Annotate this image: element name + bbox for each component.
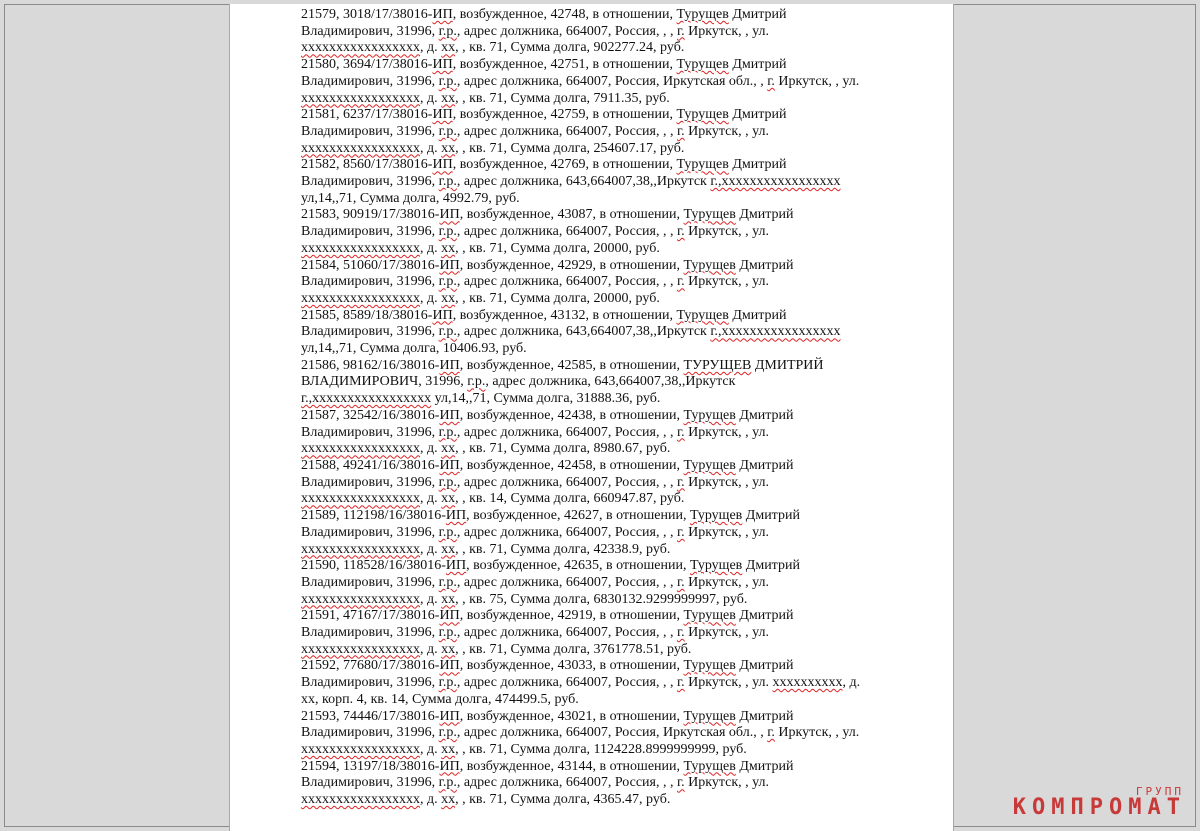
record-text: , , кв. 71, Сумма долга, 3761778.51, руб.	[455, 641, 692, 657]
record-text: , возбужденное, 42458, в отношении,	[459, 457, 684, 473]
spellcheck-flagged-text: ИП	[432, 157, 453, 173]
record-entry	[301, 608, 901, 658]
spellcheck-flagged-text: ИП	[439, 758, 460, 774]
record-text: Иркутск, , ул.	[684, 775, 770, 791]
record-text: , , кв. 71, Сумма долга, 1124228.8999999999, руб.	[455, 741, 747, 757]
record-line	[301, 291, 901, 308]
record-line	[301, 608, 901, 625]
record-text: Дмитрий	[728, 157, 787, 173]
record-entry	[301, 709, 901, 759]
record-text: , адрес должника, 664007, Россия, , ,	[456, 474, 677, 490]
record-text: Дмитрий	[735, 708, 794, 724]
record-text: 21587, 32542/16/38016-	[301, 407, 440, 423]
record-text: , д.	[420, 792, 442, 808]
record-line	[301, 658, 901, 675]
record-line	[301, 542, 901, 559]
record-entry	[301, 157, 901, 207]
record-line	[301, 625, 901, 642]
record-text: , д.	[420, 240, 442, 256]
spellcheck-flagged-text: г.	[767, 725, 775, 741]
record-entry	[301, 759, 901, 809]
record-text: Дмитрий	[728, 7, 787, 22]
spellcheck-flagged-text: ТУРУЩЕВ	[683, 357, 752, 373]
record-text: , адрес должника, 643,664007,38,,Иркутск	[456, 174, 711, 190]
record-text: , возбужденное, 42635, в отношении,	[466, 558, 690, 574]
spellcheck-flagged-text: г.	[676, 524, 685, 540]
record-text: , , кв. 71, Сумма долга, 7911.35, руб.	[455, 90, 670, 106]
spellcheck-flagged-text: xxxxxxxxxxxxxxxxx	[301, 792, 420, 808]
spellcheck-flagged-text: Турущев	[683, 758, 736, 774]
spellcheck-flagged-text: xx	[441, 90, 456, 106]
record-entry	[301, 558, 901, 608]
record-text: Владимирович, 31996,	[301, 775, 439, 791]
record-text: , , кв. 71, Сумма долга, 254607.17, руб.	[455, 140, 685, 156]
record-text: Иркутск, , ул.	[684, 23, 770, 39]
record-text: Владимирович, 31996,	[301, 474, 439, 490]
record-text: Дмитрий	[735, 758, 794, 774]
spellcheck-flagged-text: ИП	[439, 357, 460, 373]
spellcheck-flagged-text: xx	[441, 491, 456, 507]
record-text: Иркутск, , ул.	[684, 625, 770, 641]
record-text: , возбужденное, 42438, в отношении,	[459, 407, 684, 423]
record-line	[301, 258, 901, 275]
spellcheck-flagged-text: xxxxxxxxxxxxxxxxx	[301, 90, 420, 106]
record-text: , возбужденное, 42759, в отношении,	[452, 107, 677, 123]
record-text: Иркутск, , ул.	[684, 574, 770, 590]
record-text: , д.	[420, 741, 442, 757]
spellcheck-flagged-text: ИП	[439, 608, 460, 624]
record-text: 21589, 112198/16/38016-	[301, 508, 446, 524]
watermark-main-text: КОМПРОМАТ	[1012, 795, 1186, 820]
spellcheck-flagged-text: г.р.	[438, 23, 457, 39]
record-text: Владимирович, 31996,	[301, 73, 439, 89]
record-line	[301, 124, 901, 141]
record-text: , возбужденное, 42751, в отношении,	[452, 57, 677, 73]
record-entry	[301, 358, 901, 408]
record-text: , адрес должника, 664007, Россия, , ,	[456, 23, 677, 39]
record-text: , возбужденное, 43144, в отношении,	[459, 758, 684, 774]
record-text: 21585, 8589/18/38016-	[301, 307, 433, 323]
record-text: 21583, 90919/17/38016-	[301, 207, 440, 223]
record-text: 21584, 51060/17/38016-	[301, 257, 440, 273]
record-line	[301, 592, 901, 609]
spellcheck-flagged-text: ИП	[439, 708, 460, 724]
record-entry	[301, 458, 901, 508]
spellcheck-flagged-text: г.	[676, 23, 685, 39]
record-line	[301, 525, 901, 542]
spellcheck-flagged-text: г.	[676, 574, 685, 590]
record-text: Иркутск, , ул.	[684, 274, 770, 290]
record-entry	[301, 107, 901, 157]
record-entry	[301, 408, 901, 458]
record-line	[301, 241, 901, 258]
spellcheck-flagged-text: г.р.	[438, 73, 457, 89]
record-line	[301, 7, 901, 24]
record-text: , адрес должника, 643,664007,38,,Иркутск	[485, 374, 736, 390]
spellcheck-flagged-text: xxxxxxxxxxxxxxxxx	[301, 441, 420, 457]
record-text: Дмитрий	[728, 57, 787, 73]
record-text: Дмитрий	[742, 558, 800, 574]
spellcheck-flagged-text: г.р.	[438, 775, 457, 791]
record-line	[301, 341, 901, 358]
record-line	[301, 458, 901, 475]
spellcheck-flagged-text: xx	[441, 441, 456, 457]
record-line	[301, 358, 901, 375]
record-text: , адрес должника, 664007, Россия, , ,	[456, 625, 677, 641]
record-text: , , кв. 75, Сумма долга, 6830132.9299999997, руб.	[455, 591, 748, 607]
record-line	[301, 792, 901, 809]
record-entry	[301, 508, 901, 558]
spellcheck-flagged-text: г.р.	[467, 374, 486, 390]
spellcheck-flagged-text: xxxxxxxxxxxxxxxxx	[301, 541, 420, 557]
spellcheck-flagged-text: xxxxxxxxxxxxxxxxx	[301, 591, 420, 607]
spellcheck-flagged-text: ИП	[439, 658, 460, 674]
record-text: , д.	[420, 541, 442, 557]
spellcheck-flagged-text: Турущев	[683, 658, 736, 674]
spellcheck-flagged-text: xx	[441, 741, 456, 757]
record-text: 21579, 3018/17/38016-	[301, 7, 433, 22]
spellcheck-flagged-text: Турущев	[676, 107, 729, 123]
record-line	[301, 107, 901, 124]
record-text: , адрес должника, 664007, Россия, , ,	[456, 224, 677, 240]
record-entry	[301, 7, 901, 57]
spellcheck-flagged-text: г.р.	[438, 524, 457, 540]
spellcheck-flagged-text: ИП	[432, 307, 453, 323]
record-line	[301, 74, 901, 91]
record-text: 21588, 49241/16/38016-	[301, 457, 440, 473]
record-text: , д.	[420, 90, 442, 106]
spellcheck-flagged-text: г.р.	[438, 474, 457, 490]
record-text: Владимирович, 31996,	[301, 174, 439, 190]
spellcheck-flagged-text: г.р.	[438, 174, 457, 190]
record-text: , , кв. 71, Сумма долга, 42338.9, руб.	[455, 541, 671, 557]
record-text: Владимирович, 31996,	[301, 274, 439, 290]
record-text: Иркутск, , ул.	[684, 123, 770, 139]
spellcheck-flagged-text: Турущев	[683, 457, 736, 473]
record-text: , возбужденное, 43087, в отношении,	[459, 207, 684, 223]
spellcheck-flagged-text: ИП	[432, 107, 453, 123]
record-text: , адрес должника, 664007, Россия, , ,	[456, 574, 677, 590]
record-text: xx, корп. 4, кв. 14, Сумма долга, 474499.5, руб.	[301, 691, 579, 707]
record-text: 21586, 98162/16/38016-	[301, 357, 440, 373]
record-line	[301, 775, 901, 792]
spellcheck-flagged-text: xxxxxxxxxxxxxxxxx	[301, 290, 420, 306]
record-text: Владимирович, 31996,	[301, 725, 439, 741]
record-text: , , кв. 71, Сумма долга, 20000, руб.	[455, 240, 660, 256]
record-text: Владимирович, 31996,	[301, 524, 439, 540]
record-text: Дмитрий	[735, 658, 794, 674]
spellcheck-flagged-text: ИП	[439, 457, 460, 473]
spellcheck-flagged-text: Турущев	[683, 407, 736, 423]
record-text: , возбужденное, 42627, в отношении,	[466, 508, 690, 524]
spellcheck-flagged-text: xx	[441, 40, 456, 56]
spellcheck-flagged-text: г.,xxxxxxxxxxxxxxxxx	[710, 174, 841, 190]
record-text: , д.	[420, 641, 442, 657]
record-text: Дмитрий	[728, 107, 787, 123]
record-line	[301, 475, 901, 492]
record-text: Иркутск, , ул.	[684, 675, 773, 691]
record-text: ул,14,,71, Сумма долга, 4992.79, руб.	[301, 190, 520, 206]
record-text: 21590, 118528/16/38016-	[301, 558, 446, 574]
spellcheck-flagged-text: xx	[441, 240, 456, 256]
spellcheck-flagged-text: Турущев	[690, 558, 743, 574]
spellcheck-flagged-text: xxxxxxxxxx	[772, 675, 843, 691]
record-text: , адрес должника, 643,664007,38,,Иркутск	[456, 324, 711, 340]
record-line	[301, 324, 901, 341]
record-line	[301, 57, 901, 74]
record-text: Владимирович, 31996,	[301, 574, 439, 590]
record-text: Владимирович, 31996,	[301, 675, 439, 691]
record-text: Дмитрий	[742, 508, 800, 524]
record-text: Иркутск, , ул.	[684, 224, 770, 240]
record-text: 21580, 3694/17/38016-	[301, 57, 433, 73]
record-text: 21581, 6237/17/38016-	[301, 107, 433, 123]
record-line	[301, 391, 901, 408]
spellcheck-flagged-text: г.р.	[438, 424, 457, 440]
spellcheck-flagged-text: Турущев	[683, 207, 736, 223]
record-line	[301, 742, 901, 759]
spellcheck-flagged-text: ИП	[445, 558, 467, 574]
record-text: , возбужденное, 43033, в отношении,	[459, 658, 684, 674]
record-entry	[301, 308, 901, 358]
record-line	[301, 508, 901, 525]
record-text: 21594, 13197/18/38016-	[301, 758, 440, 774]
record-text: , , кв. 71, Сумма долга, 8980.67, руб.	[455, 441, 671, 457]
spellcheck-flagged-text: Турущев	[676, 157, 729, 173]
record-line	[301, 40, 901, 57]
record-text: , адрес должника, 664007, Россия, , ,	[456, 775, 677, 791]
record-text: ул,14,,71, Сумма долга, 10406.93, руб.	[301, 341, 527, 357]
spellcheck-flagged-text: Турущев	[683, 257, 736, 273]
spellcheck-flagged-text: г.	[676, 224, 685, 240]
spellcheck-flagged-text: ИП	[432, 7, 453, 22]
record-text: , возбужденное, 42919, в отношении,	[459, 608, 684, 624]
record-text: Иркутск, , ул.	[684, 474, 770, 490]
record-text: ул,14,,71, Сумма долга, 31888.36, руб.	[431, 391, 661, 407]
watermark-top-text: ГРУПП	[1135, 785, 1184, 798]
spellcheck-flagged-text: ИП	[439, 407, 460, 423]
record-line	[301, 308, 901, 325]
spellcheck-flagged-text: ИП	[439, 257, 460, 273]
record-line	[301, 157, 901, 174]
spellcheck-flagged-text: xxxxxxxxxxxxxxxxx	[301, 741, 420, 757]
spellcheck-flagged-text: xx	[441, 290, 456, 306]
spellcheck-flagged-text: г.	[676, 123, 685, 139]
record-text: , д.	[420, 40, 442, 56]
record-text: , адрес должника, 664007, Россия, , ,	[456, 123, 677, 139]
record-text: , возбужденное, 42769, в отношении,	[452, 157, 677, 173]
record-text: , адрес должника, 664007, Россия, , ,	[456, 274, 677, 290]
spellcheck-flagged-text: Турущев	[683, 708, 736, 724]
record-text: Иркутск, , ул.	[684, 424, 770, 440]
record-text: , возбужденное, 43132, в отношении,	[452, 307, 677, 323]
spellcheck-flagged-text: Турущев	[676, 57, 729, 73]
record-text: , адрес должника, 664007, Россия, , ,	[456, 524, 677, 540]
record-text: ДМИТРИЙ	[751, 357, 824, 373]
record-text: , возбужденное, 43021, в отношении,	[459, 708, 684, 724]
record-text: 21593, 74446/17/38016-	[301, 708, 440, 724]
record-line	[301, 441, 901, 458]
record-line	[301, 692, 901, 709]
record-text: Иркутск, , ул.	[774, 725, 860, 741]
record-list	[301, 7, 901, 809]
record-text: Владимирович, 31996,	[301, 625, 439, 641]
spellcheck-flagged-text: г.р.	[438, 324, 457, 340]
record-text: , , кв. 71, Сумма долга, 902277.24, руб.	[455, 40, 685, 56]
record-text: Владимирович, 31996,	[301, 324, 439, 340]
spellcheck-flagged-text: г.	[676, 675, 685, 691]
record-text: , адрес должника, 664007, Россия, , ,	[456, 675, 677, 691]
record-line	[301, 709, 901, 726]
record-text: Дмитрий	[735, 407, 794, 423]
record-line	[301, 207, 901, 224]
spellcheck-flagged-text: г.	[676, 625, 685, 641]
spellcheck-flagged-text: Турущев	[683, 608, 736, 624]
spellcheck-flagged-text: г.р.	[438, 123, 457, 139]
spellcheck-flagged-text: г.	[767, 73, 775, 89]
record-text: , возбужденное, 42585, в отношении,	[459, 357, 684, 373]
record-line	[301, 191, 901, 208]
spellcheck-flagged-text: г.р.	[438, 274, 457, 290]
spellcheck-flagged-text: xxxxxxxxxxxxxxxxx	[301, 40, 420, 56]
record-text: , д.	[842, 675, 861, 691]
record-text: Владимирович, 31996,	[301, 424, 439, 440]
spellcheck-flagged-text: г.р.	[438, 725, 457, 741]
record-line	[301, 374, 901, 391]
spellcheck-flagged-text: ИП	[432, 57, 453, 73]
spellcheck-flagged-text: xx	[441, 792, 456, 808]
record-line	[301, 141, 901, 158]
spellcheck-flagged-text: г.р.	[438, 675, 457, 691]
record-line	[301, 558, 901, 575]
record-text: , адрес должника, 664007, Россия, Иркутская обл., ,	[456, 73, 768, 89]
spellcheck-flagged-text: xx	[441, 541, 456, 557]
spellcheck-flagged-text: г.,xxxxxxxxxxxxxxxxx	[301, 391, 432, 407]
record-text: Дмитрий	[728, 307, 787, 323]
record-text: , адрес должника, 664007, Россия, , ,	[456, 424, 677, 440]
record-line	[301, 408, 901, 425]
spellcheck-flagged-text: г.р.	[438, 625, 457, 641]
record-entry	[301, 658, 901, 708]
spellcheck-flagged-text: Турущев	[676, 7, 729, 22]
spellcheck-flagged-text: xxxxxxxxxxxxxxxxx	[301, 491, 420, 507]
record-text: , д.	[420, 591, 442, 607]
spellcheck-flagged-text: xxxxxxxxxxxxxxxxx	[301, 641, 420, 657]
record-line	[301, 725, 901, 742]
spellcheck-flagged-text: г.	[676, 424, 685, 440]
record-text: , возбужденное, 42929, в отношении,	[459, 257, 684, 273]
record-text: Дмитрий	[735, 457, 794, 473]
record-text: , д.	[420, 441, 442, 457]
document-page	[229, 4, 954, 831]
record-line	[301, 274, 901, 291]
spellcheck-flagged-text: xxxxxxxxxxxxxxxxx	[301, 240, 420, 256]
record-line	[301, 24, 901, 41]
record-line	[301, 91, 901, 108]
record-text: 21591, 47167/17/38016-	[301, 608, 440, 624]
spellcheck-flagged-text: г.	[676, 474, 685, 490]
spellcheck-flagged-text: Турущев	[676, 307, 729, 323]
record-text: , , кв. 14, Сумма долга, 660947.87, руб.	[455, 491, 685, 507]
record-text: , д.	[420, 491, 442, 507]
spellcheck-flagged-text: xxxxxxxxxxxxxxxxx	[301, 140, 420, 156]
record-line	[301, 642, 901, 659]
spellcheck-flagged-text: ИП	[445, 508, 467, 524]
record-text: Дмитрий	[735, 207, 794, 223]
record-text: Владимирович, 31996,	[301, 23, 439, 39]
record-text: Владимирович, 31996,	[301, 224, 439, 240]
spellcheck-flagged-text: г.р.	[438, 224, 457, 240]
record-line	[301, 224, 901, 241]
record-text: Дмитрий	[735, 257, 794, 273]
record-line	[301, 491, 901, 508]
spellcheck-flagged-text: г.,xxxxxxxxxxxxxxxxx	[710, 324, 841, 340]
spellcheck-flagged-text: Турущев	[690, 508, 743, 524]
record-text: , адрес должника, 664007, Россия, Иркутская обл., ,	[456, 725, 768, 741]
record-text: , д.	[420, 140, 442, 156]
record-line	[301, 675, 901, 692]
spellcheck-flagged-text: xx	[441, 641, 456, 657]
spellcheck-flagged-text: xx	[441, 140, 456, 156]
record-text: Дмитрий	[735, 608, 794, 624]
record-text: ВЛАДИМИРОВИЧ, 31996,	[301, 374, 468, 390]
record-text: , д.	[420, 290, 442, 306]
record-text: , , кв. 71, Сумма долга, 20000, руб.	[455, 290, 660, 306]
record-text: , , кв. 71, Сумма долга, 4365.47, руб.	[455, 792, 671, 808]
spellcheck-flagged-text: ИП	[439, 207, 460, 223]
record-text: Иркутск, , ул.	[774, 73, 860, 89]
record-line	[301, 174, 901, 191]
record-text: Владимирович, 31996,	[301, 123, 439, 139]
record-text: , возбужденное, 42748, в отношении,	[452, 7, 677, 22]
spellcheck-flagged-text: г.	[676, 775, 685, 791]
record-text: 21592, 77680/17/38016-	[301, 658, 440, 674]
record-entry	[301, 207, 901, 257]
spellcheck-flagged-text: г.	[676, 274, 685, 290]
record-line	[301, 575, 901, 592]
record-text: Иркутск, , ул.	[684, 524, 770, 540]
spellcheck-flagged-text: г.р.	[438, 574, 457, 590]
record-line	[301, 425, 901, 442]
record-entry	[301, 57, 901, 107]
record-text: 21582, 8560/17/38016-	[301, 157, 433, 173]
spellcheck-flagged-text: xx	[441, 591, 456, 607]
record-entry	[301, 258, 901, 308]
watermark-logo	[1013, 786, 1186, 819]
record-line	[301, 759, 901, 776]
